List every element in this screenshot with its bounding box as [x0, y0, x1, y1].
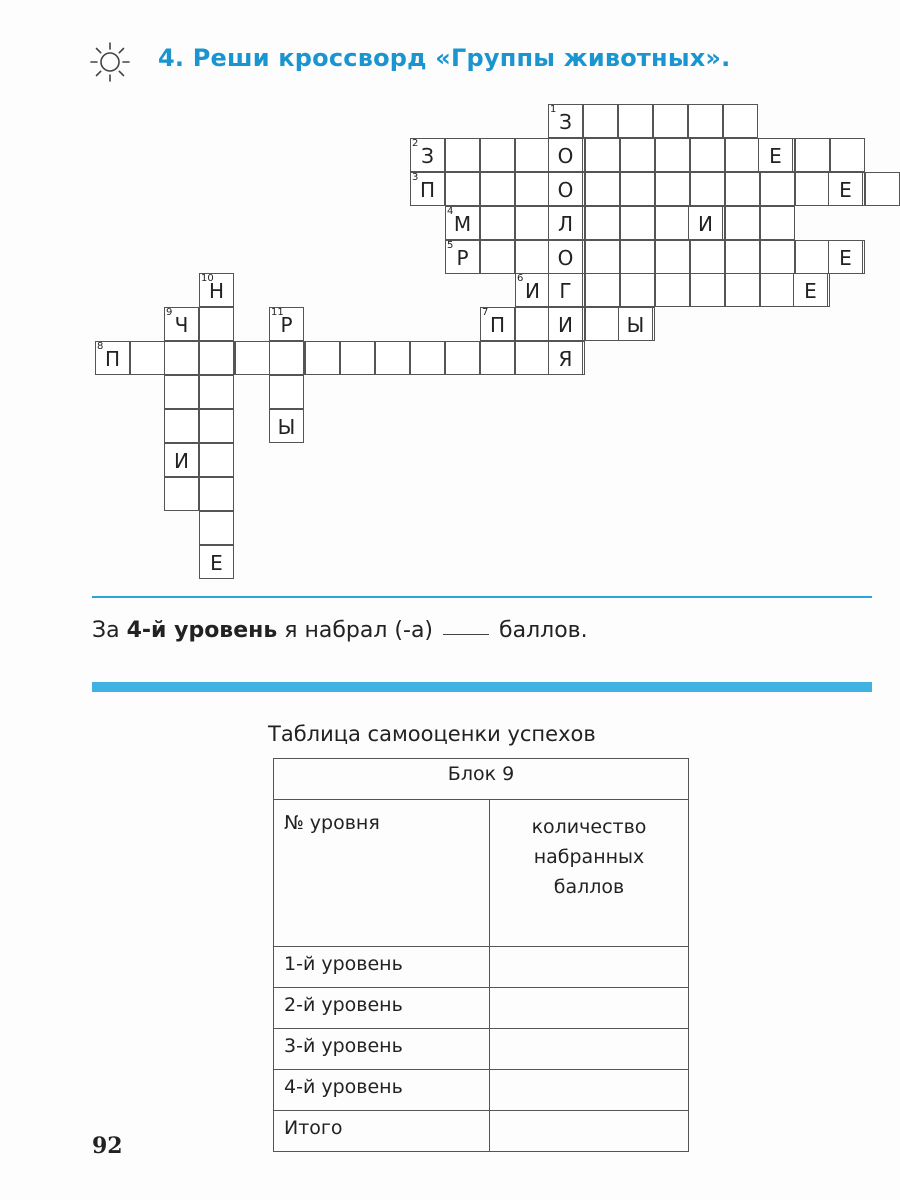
clue-number: 6 [517, 273, 524, 284]
cell-letter: П [489, 313, 506, 337]
crossword-cell[interactable] [515, 138, 550, 172]
score-line [92, 618, 588, 643]
crossword-cell[interactable] [585, 206, 620, 240]
crossword-cell[interactable] [653, 104, 688, 138]
crossword-cell[interactable] [515, 341, 550, 375]
crossword-cell[interactable] [95, 341, 130, 375]
crossword-cell[interactable] [480, 240, 515, 274]
crossword-cell[interactable] [618, 104, 653, 138]
cell-letter: Я [558, 347, 573, 371]
table-row-label: 1-й уровень [274, 947, 490, 988]
crossword-cell[interactable] [548, 307, 583, 341]
cell-letter: О [557, 178, 574, 202]
crossword-cell[interactable] [548, 206, 583, 240]
crossword-cell[interactable] [865, 172, 900, 206]
crossword-cell[interactable] [725, 206, 760, 240]
crossword-cell[interactable] [725, 172, 760, 206]
crossword-cell[interactable] [828, 240, 863, 274]
crossword-cell[interactable] [164, 307, 199, 341]
cell-letter: И [174, 449, 189, 473]
table-score-cell[interactable] [490, 1111, 689, 1152]
cell-letter: П [104, 347, 121, 371]
crossword-cell[interactable] [760, 206, 795, 240]
crossword-cell[interactable] [130, 341, 165, 375]
crossword-cell[interactable] [690, 240, 725, 274]
clue-number: 2 [412, 138, 419, 149]
crossword-cell[interactable] [655, 138, 690, 172]
crossword-cell[interactable] [199, 511, 234, 545]
crossword-cell[interactable] [793, 273, 828, 307]
crossword-cell[interactable] [199, 545, 234, 579]
table-header-points: количество набранных баллов [490, 800, 689, 947]
crossword-cell[interactable] [585, 273, 620, 307]
clue-number: 9 [166, 307, 173, 318]
task-heading: 4. Реши кроссворд «Группы животных». [158, 44, 731, 72]
cell-letter: Р [280, 313, 293, 337]
cell-letter: З [559, 110, 572, 134]
crossword-cell[interactable] [795, 138, 830, 172]
score-blank-field[interactable] [443, 634, 489, 635]
crossword-cell[interactable] [480, 206, 515, 240]
table-score-cell[interactable] [490, 947, 689, 988]
score-prefix: За [92, 618, 120, 643]
cell-letter: Ы [277, 415, 296, 439]
crossword-cell[interactable] [620, 138, 655, 172]
crossword-cell[interactable] [795, 172, 830, 206]
crossword-cell[interactable] [725, 273, 760, 307]
crossword-cell[interactable] [795, 240, 830, 274]
crossword-cell[interactable] [585, 172, 620, 206]
crossword-cell[interactable] [199, 341, 234, 375]
score-middle: я набрал (-а) [284, 618, 434, 643]
crossword-cell[interactable] [375, 341, 410, 375]
crossword-cell[interactable] [585, 240, 620, 274]
crossword-cell[interactable] [269, 307, 304, 341]
crossword-cell[interactable] [548, 138, 583, 172]
score-suffix: баллов. [499, 618, 588, 643]
crossword-cell[interactable] [688, 104, 723, 138]
table-row-label: 2-й уровень [274, 988, 490, 1029]
divider-thick [92, 682, 872, 692]
clue-number: 8 [97, 341, 104, 352]
clue-number: 5 [447, 240, 454, 251]
crossword-cell[interactable] [655, 240, 690, 274]
crossword-cell[interactable] [269, 341, 304, 375]
cell-letter: М [453, 212, 472, 236]
crossword-cell[interactable] [585, 138, 620, 172]
crossword-cell[interactable] [164, 443, 199, 477]
crossword-cell[interactable] [199, 443, 234, 477]
crossword-cell[interactable] [410, 172, 445, 206]
cell-letter: И [558, 313, 573, 337]
crossword-cell[interactable] [199, 409, 234, 443]
crossword-cell[interactable] [164, 375, 199, 409]
cell-letter: З [421, 144, 434, 168]
cell-letter: Е [804, 279, 817, 303]
crossword-cell[interactable] [410, 341, 445, 375]
crossword-cell[interactable] [620, 172, 655, 206]
crossword-cell[interactable] [548, 341, 583, 375]
crossword-cell[interactable] [620, 240, 655, 274]
cell-letter: Е [210, 551, 223, 575]
cell-letter: П [419, 178, 436, 202]
cell-letter: И [525, 279, 540, 303]
crossword-cell[interactable] [690, 172, 725, 206]
crossword-cell[interactable] [758, 138, 793, 172]
crossword-cell[interactable] [235, 341, 270, 375]
clue-number: 3 [412, 172, 419, 183]
crossword-cell[interactable] [548, 172, 583, 206]
clue-number: 4 [447, 206, 454, 217]
table-score-cell[interactable] [490, 988, 689, 1029]
crossword-cell[interactable] [164, 341, 199, 375]
crossword-cell[interactable] [445, 172, 480, 206]
cell-letter: Е [839, 246, 852, 270]
crossword-cell[interactable] [548, 240, 583, 274]
crossword-cell[interactable] [199, 477, 234, 511]
crossword-cell[interactable] [760, 172, 795, 206]
crossword-cell[interactable] [618, 307, 653, 341]
crossword-cell[interactable] [655, 206, 690, 240]
crossword-cell[interactable] [830, 138, 865, 172]
crossword-cell[interactable] [445, 138, 480, 172]
clue-number: 11 [271, 307, 284, 318]
cell-letter: Н [208, 279, 225, 303]
crossword-cell[interactable] [620, 206, 655, 240]
crossword-cell[interactable] [269, 375, 304, 409]
cell-letter: О [557, 144, 574, 168]
divider-thin [92, 596, 872, 598]
crossword-cell[interactable] [725, 240, 760, 274]
crossword-cell[interactable] [548, 104, 583, 138]
self-assessment-table [273, 758, 689, 1152]
crossword-cell[interactable] [164, 477, 199, 511]
crossword-cell[interactable] [585, 307, 620, 341]
crossword-cell[interactable] [655, 172, 690, 206]
crossword-cell[interactable] [340, 341, 375, 375]
crossword-cell[interactable] [199, 375, 234, 409]
crossword-cell[interactable] [164, 409, 199, 443]
crossword-cell[interactable] [690, 273, 725, 307]
crossword-cell[interactable] [445, 240, 480, 274]
crossword-cell[interactable] [480, 172, 515, 206]
cell-letter: Г [559, 279, 572, 303]
crossword-cell[interactable] [688, 206, 723, 240]
table-row-label: Итого [274, 1111, 490, 1152]
crossword-cell[interactable] [410, 138, 445, 172]
crossword-cell[interactable] [760, 273, 795, 307]
cell-letter: И [698, 212, 713, 236]
table-block-title: Блок 9 [274, 759, 689, 800]
crossword-cell[interactable] [445, 341, 480, 375]
crossword-cell[interactable] [515, 307, 550, 341]
table-caption: Таблица самооценки успехов [268, 722, 596, 746]
page-number: 92 [92, 1133, 123, 1159]
cell-letter: Л [557, 212, 574, 236]
crossword-cell[interactable] [620, 273, 655, 307]
crossword-cell[interactable] [480, 341, 515, 375]
table-score-cell[interactable] [490, 1029, 689, 1070]
crossword-cell[interactable] [515, 273, 550, 307]
crossword-cell[interactable] [583, 104, 618, 138]
crossword-cell[interactable] [828, 172, 863, 206]
crossword-cell[interactable] [515, 240, 550, 274]
crossword-cell[interactable] [515, 172, 550, 206]
cell-letter: Ы [626, 313, 645, 337]
crossword-cell[interactable] [690, 138, 725, 172]
cell-letter: Ч [174, 313, 189, 337]
table-score-cell[interactable] [490, 1070, 689, 1111]
crossword-cell[interactable] [480, 138, 515, 172]
crossword-cell[interactable] [723, 104, 758, 138]
crossword-cell[interactable] [445, 206, 480, 240]
cell-letter: Р [456, 246, 469, 270]
clue-number: 10 [201, 273, 214, 284]
crossword-cell[interactable] [548, 273, 583, 307]
table-row-label: 4-й уровень [274, 1070, 490, 1111]
crossword-cell[interactable] [655, 273, 690, 307]
crossword-cell[interactable] [305, 341, 340, 375]
score-level: 4-й уровень [126, 618, 278, 643]
crossword-cell[interactable] [269, 409, 304, 443]
crossword-cell[interactable] [199, 273, 234, 307]
crossword-cell[interactable] [480, 307, 515, 341]
table-header-level: № уровня [274, 800, 490, 947]
cell-letter: Е [769, 144, 782, 168]
crossword-cell[interactable] [199, 307, 234, 341]
cell-letter: О [557, 246, 574, 270]
clue-number: 1 [550, 104, 557, 115]
crossword-cell[interactable] [760, 240, 795, 274]
crossword-cell[interactable] [725, 138, 760, 172]
table-row-label: 3-й уровень [274, 1029, 490, 1070]
cell-letter: Е [839, 178, 852, 202]
clue-number: 7 [482, 307, 489, 318]
crossword-cell[interactable] [515, 206, 550, 240]
